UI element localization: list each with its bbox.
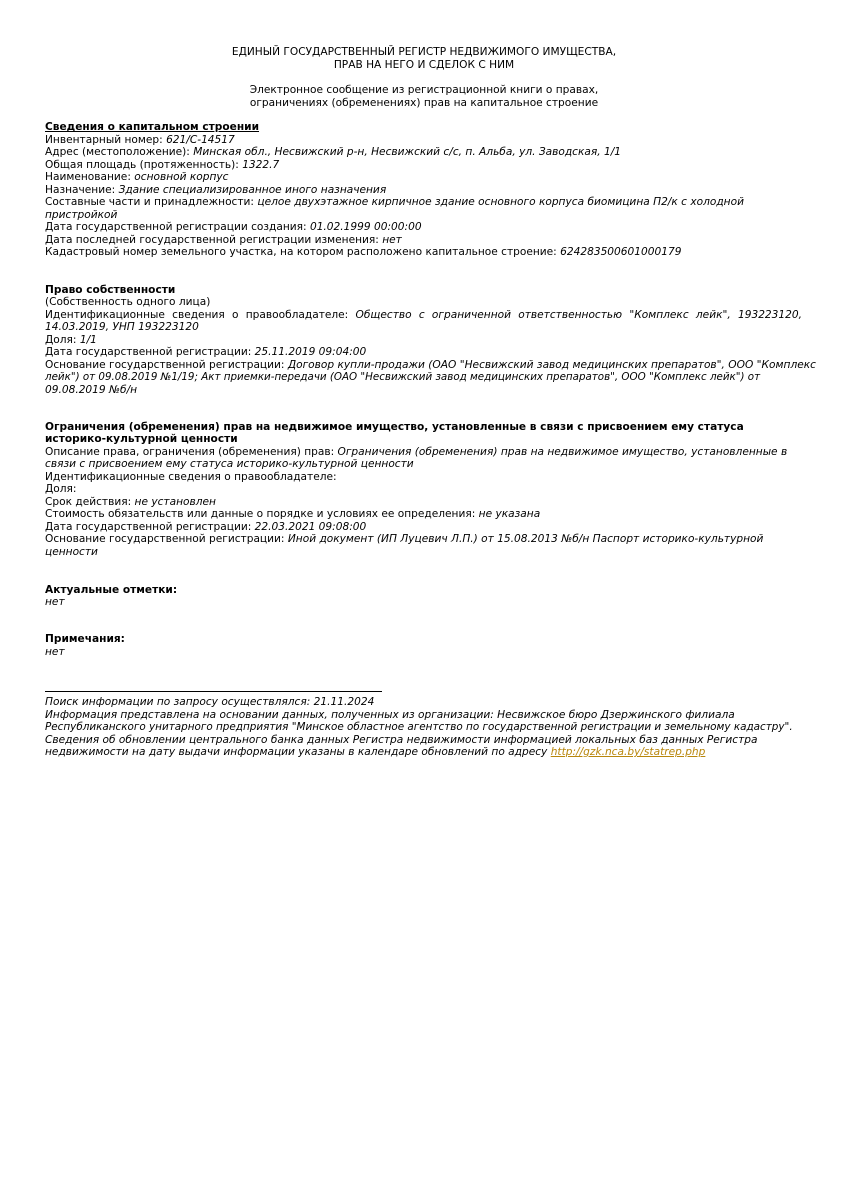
footer-update-info-cont: недвижимости на дату выдачи информации указаны в календаре обновлений по адресу http://gzk.nca.by/statrep.php [45,746,706,758]
footer-divider [45,691,382,692]
capital-heading: Сведения о капитальном строении [45,121,260,133]
ownership-type: (Собственность одного лица) [45,296,211,308]
restriction-basis: Основание государственной регистрации: Иной документ (ИП Луцевич Л.П.) от 15.08.2013 №б/н Паспорт историко-культурной [45,533,764,545]
registration-basis: Основание государственной регистрации: Договор купли-продажи (ОАО "Несвижский завод медицинских препаратов", ООО "Комплекс [45,359,816,371]
right-holder: Идентификационные сведения о правообладателе: Общество с ограниченной ответственностью "Комплекс лейк", 193223120, [45,309,802,321]
subtitle-line-2: ограничениях (обременениях) прав на капитальное строение [249,97,599,109]
remarks-value: нет [45,646,65,658]
restriction-term: Срок действия: не установлен [45,496,216,508]
component-parts-cont: пристройкой [45,209,118,221]
restriction-cost: Стоимость обязательств или данные о порядке и условиях ее определения: не указана [45,508,541,520]
registration-basis-cont: лейк") от 09.08.2019 №1/19; Акт приемки-передачи (ОАО "Несвижский завод медицинских препаратов", ООО "Комплекс лейк") от [45,371,761,383]
statrep-link[interactable]: http://gzk.nca.by/statrep.php [550,746,706,758]
footer-update-info: Сведения об обновлении центрального банка данных Регистра недвижимости информацией локальных баз данных Регистра [45,734,758,746]
title-line-2: ПРАВ НА НЕГО И СДЕЛОК С НИМ [333,59,515,71]
ownership-heading: Право собственности [45,284,176,296]
building-name: Наименование: основной корпус [45,171,229,183]
actual-marks-heading: Актуальные отметки: [45,584,178,596]
footer-source-cont: Республиканского унитарного предприятия "Минское областное агентство по государственной регистрации и земельному кадастру". [45,721,793,733]
subtitle-line-1: Электронное сообщение из регистрационной книги о правах, [249,84,599,96]
share: Доля: 1/1 [45,334,97,346]
remarks-heading: Примечания: [45,633,125,645]
actual-marks-value: нет [45,596,65,608]
cadastre-number: Кадастровый номер земельного участка, на котором расположено капитальное строение: 624283500601000179 [45,246,682,258]
address: Адрес (местоположение): Минская обл., Несвижский р-н, Несвижский с/с, п. Альба, ул. Заводская, 1/1 [45,146,622,158]
restriction-description: Описание права, ограничения (обременения) прав: Ограничения (обременения) прав на недвижимое имущество, установленные в [45,446,788,458]
creation-date: Дата государственной регистрации создания: 01.02.1999 00:00:00 [45,221,422,233]
title-line-1: ЕДИНЫЙ ГОСУДАРСТВЕННЫЙ РЕГИСТР НЕДВИЖИМОГО ИМУЩЕСТВА, [231,46,617,58]
footer-source: Информация представлена на основании данных, полученных из организации: Несвижское бюро Дзержинского филиала [45,709,735,721]
component-parts: Составные части и принадлежности: целое двухэтажное кирпичное здание основного корпуса биомицина П2/к с холодной [45,196,744,208]
restriction-heading: Ограничения (обременения) прав на недвижимое имущество, установленные в связи с присвоением ему статуса [45,421,744,433]
restriction-holder: Идентификационные сведения о правообладателе: [45,471,337,483]
restriction-share: Доля: [45,483,77,495]
total-area: Общая площадь (протяженность): 1322.7 [45,159,280,171]
footer-search-date: Поиск информации по запросу осуществлялся: 21.11.2024 [45,696,375,708]
right-holder-cont: 14.03.2019, УНП 193223120 [45,321,199,333]
last-change-date: Дата последней государственной регистрации изменения: нет [45,234,402,246]
restriction-basis-cont: ценности [45,546,98,558]
inventory-number: Инвентарный номер: 621/C-14517 [45,134,235,146]
building-purpose: Назначение: Здание специализированное иного назначения [45,184,387,196]
registration-basis-cont-2: 09.08.2019 №б/н [45,384,138,396]
registration-date: Дата государственной регистрации: 25.11.2019 09:04:00 [45,346,367,358]
restriction-registration-date: Дата государственной регистрации: 22.03.2021 09:08:00 [45,521,367,533]
restriction-heading-cont: историко-культурной ценности [45,433,238,445]
restriction-description-cont: связи с присвоением ему статуса историко-культурной ценности [45,458,414,470]
